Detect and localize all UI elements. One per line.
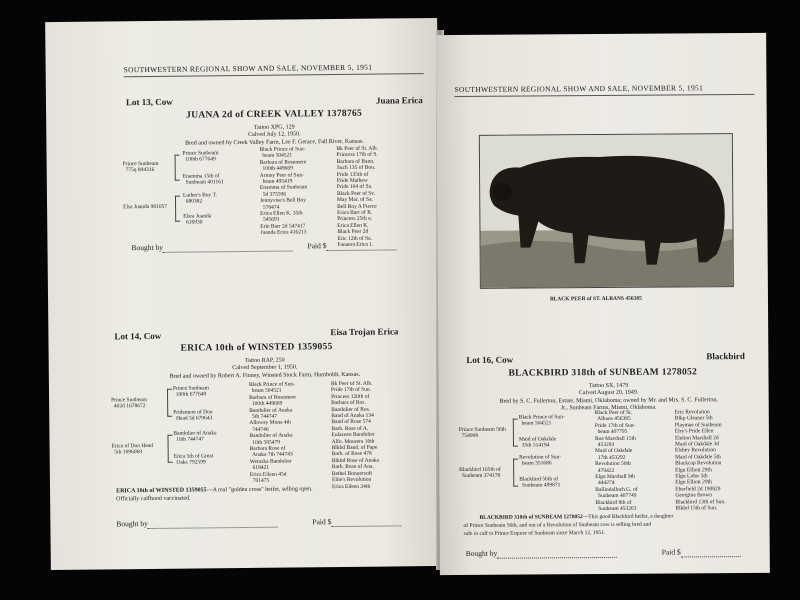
lot-14-dam-dam: Erica 5th of Great Oaks 792599 xyxy=(173,453,214,467)
lot-13-bought-by: Bought by xyxy=(131,241,293,253)
lot-13-short-name: Juana Erica xyxy=(375,95,423,106)
lot-16-dam: Blackbird 165th of Sunbeam 374178 xyxy=(459,466,501,480)
lot-16-note-3: safe in calf to Prince Esquire of Sunbeam since March 12, 1951. xyxy=(463,529,606,537)
right-page xyxy=(436,33,770,575)
lot-13-tattoo: Tattoo XPG, 129 xyxy=(253,124,295,131)
lot-16-sire-sire: Black Prince of Sun- beam 504521 xyxy=(518,414,565,427)
bull-photograph xyxy=(479,133,734,289)
lot-14-grandparents: Black Prince of Sun- beam 504521 Barbara of Rosemere 100th 449669 Bandolier of Anaka 5th 744747 Alloway Mona 4th 744746 Bandolier of Anaka 10th 585479 Barbara Rose of Anaka 7th 744743 Wetuska Bandolier 618421 Erica Eileen 45d 701475 xyxy=(248,381,296,485)
lot-14-tattoo: Tattoo RAP, 250 xyxy=(244,357,285,364)
lot-14-bought-by: Bought by xyxy=(116,518,278,530)
lot-14-paid: Paid $ xyxy=(312,516,401,527)
lot-13-dam-sire: Luther's Boy T. 680382 xyxy=(182,192,217,206)
lot-16-dam-dam: Blackbird 56th of Sunbeam 499871 xyxy=(519,476,561,489)
lot-13-great-grandparents: Bk Peer of St. Alb. Princess 17th of S. Barbara of Bann. Such 135 of Bou. Pride 135th of Pride Mathew Pride 104 of Sa. Black Peer of Se. May Mar. of Sa. Bell Boy A Pierce Erica Barr of R. Princess 25th o. Erica Ellen K. Black Peer 2d Eric 12th of Sa. Fanaera Erica 1. xyxy=(336,145,379,249)
lot-13-calved: Calved July 12, 1950. xyxy=(248,131,301,138)
page-header: SOUTHWESTERN REGIONAL SHOW AND SALE, NOVEMBER 5, 1951 xyxy=(123,62,373,75)
bracket xyxy=(167,389,172,417)
lot-13-name: JUANA 2d of CREEK VALLEY 1378765 xyxy=(186,108,363,121)
lot-14-note: ERICA 10th of WINSTED 1359055—A real "golden cross" heifer, selling open. xyxy=(116,486,313,495)
lot-16-dam-sire: Revolution of Sun- beam 351686 xyxy=(519,454,562,467)
lot-16-breeder-2: Jr., Sunbeam Farms, Miami, Oklahoma. xyxy=(560,404,657,412)
lot-13-paid: Paid $ xyxy=(307,240,396,251)
lot-13-sire-sire: Prince Sunbeam 100th 677649 xyxy=(182,150,219,164)
lot-14-note-2: Officially calfhood vaccinated. xyxy=(116,495,191,503)
lot-14-short-name: Eisa Trojan Erica xyxy=(330,326,399,338)
open-booklet xyxy=(40,12,770,582)
lot-14-name: ERICA 10th of WINSTED 1359055 xyxy=(180,342,333,354)
lot-16-name: BLACKBIRD 318th of SUNBEAM 1278052 xyxy=(508,367,698,379)
lot-16-calved: Calved August 20, 1949. xyxy=(578,389,639,397)
bracket xyxy=(513,419,518,447)
lot-14-label: Lot 14, Cow xyxy=(114,330,162,342)
lot-14-sire: Prince Sunbeam 402d 1678672 xyxy=(111,397,148,410)
page-header: SOUTHWESTERN REGIONAL SHOW AND SALE, NOVEMBER 5, 1951 xyxy=(454,83,704,95)
lot-16-label: Lot 16, Cow xyxy=(466,354,514,365)
lot-14-sire-sire: Prince Sunbeam 100th 677649 xyxy=(172,385,209,399)
lot-14-breeder: Bred and owned by Robert A. Finney, Winsted Stock Farm, Humboldt, Kansas. xyxy=(169,371,361,380)
lot-16-tattoo: Tattoo SX, 1479 xyxy=(588,382,629,390)
lot-16-bought-by: Bought by xyxy=(466,548,618,559)
lot-14-great-grandparents: Bk Peer of St. Alb. Pride 17th of Sun. Princess 120th of Barbara of Ros. Bandolier of Ros. Band of Anaka 134 Band of Rose 574 Barb. Rose of A. Eulaceeo Bandolier Alfo. Mourera 10th Blkbd Band. of Pape Barb. of Rose 478 Blkbd Rose of Anaka Barb. Rose of Ana. Bethel Bonnersoft Elite's Revolution Erica Eileen 24th xyxy=(330,380,380,490)
bracket xyxy=(175,155,180,181)
lot-14-calved: Calved September 1, 1950. xyxy=(232,364,298,372)
bracket xyxy=(513,459,518,487)
lot-16-short-name: Blackbird xyxy=(706,351,745,362)
bracket xyxy=(167,435,172,463)
lot-13-grandparents: Black Prince of Sun- beam 504521 Barbara of Rosemere 100th 449669 Armey Peer of Sun- beam 495419 Enamma of Sunbeam 5d 375596 Jennyvise's Bell Boy 578474 Erica Ellen K. 35th 545691 Erie Barr 2d 547417 Juanda Erica 416213 xyxy=(259,146,308,237)
left-page xyxy=(45,18,443,570)
lot-16-paid: Paid $ xyxy=(662,547,741,558)
lot-13-dam: Elsa Juanda 981057 xyxy=(123,203,168,211)
lot-13-sire-dam: Enamma 15th of Sunbeam 401161 xyxy=(182,173,224,187)
lot-14-dam-sire: Bandolier of Anaka 16th 744747 xyxy=(173,430,217,444)
lot-13-sire: Prince Sunbeam 775q 894316 xyxy=(122,160,159,174)
lot-16-great-grandparents: Eric Revolution Blkp Gleaner 5th Playmae of Sunbeam Elry's Pride Ellen Elelion Marshall 2d Maid of Oakdale 3d Elshey Revolution Maid of Oakdale 5th Blackcap Revolution Elgn Elliott 29th Elgn Lidor 5th Elgn Elliott 29th Eberfield 2d 190829 Georgina Brown Blackbird 13th of Sun. Blkbd 15th of Sun. xyxy=(674,409,726,512)
lot-14-dam: Erica of Don Head 5th 1096069 xyxy=(111,442,154,456)
photo-caption: BLACK PEER of ST. ALBANS 456385 xyxy=(549,295,642,303)
lot-14-sire-dam: Pridemere of Don Head 5d 679643 xyxy=(173,409,213,423)
lot-16-grandparents: Black Peer of St. Albans 456385 Pride 17th of Sun- beam 407795 Roe Marshall 15th 453293 Maid of Oakdale 17th 453292 Revolution 50th 479422 Elgn Marshall 9th 444274 Ballindalloch G. of Sunbeam 407749 Blackbird 8th of Sunbeam 453263 xyxy=(594,409,638,513)
lot-16-note: BLACKBIRD 318th of SUNBEAM 1278052—This good Blackbird heifer, a daughter xyxy=(479,513,674,521)
lot-13-breeder: Bred and owned by Creek Valley Farm, Lee F. Gerace, Fall River, Kansas. xyxy=(185,138,364,147)
lot-16-note-2: of Prince Sunbeam 56th, and out of a Revolution of Sunbeam cow is selling bred and xyxy=(463,521,652,529)
lot-16-sire-dam: Maid of Oakdale 35th 514194 xyxy=(518,436,557,449)
bracket xyxy=(175,196,180,222)
lot-16-breeder: Bred by S. C. Fullerton, Estate, Miami, Oklahoma; owned by Mr. and Mrs. S. C. Fullerton, xyxy=(499,397,718,405)
header-rule xyxy=(455,94,755,97)
lot-13-label: Lot 13, Cow xyxy=(125,96,173,108)
lot-13-dam-dam: Elsra Juanda 616930 xyxy=(183,213,212,227)
bull-silhouette-image xyxy=(480,134,733,288)
lot-16-sire: Prince Sunbeam 56th 754908 xyxy=(458,426,506,440)
